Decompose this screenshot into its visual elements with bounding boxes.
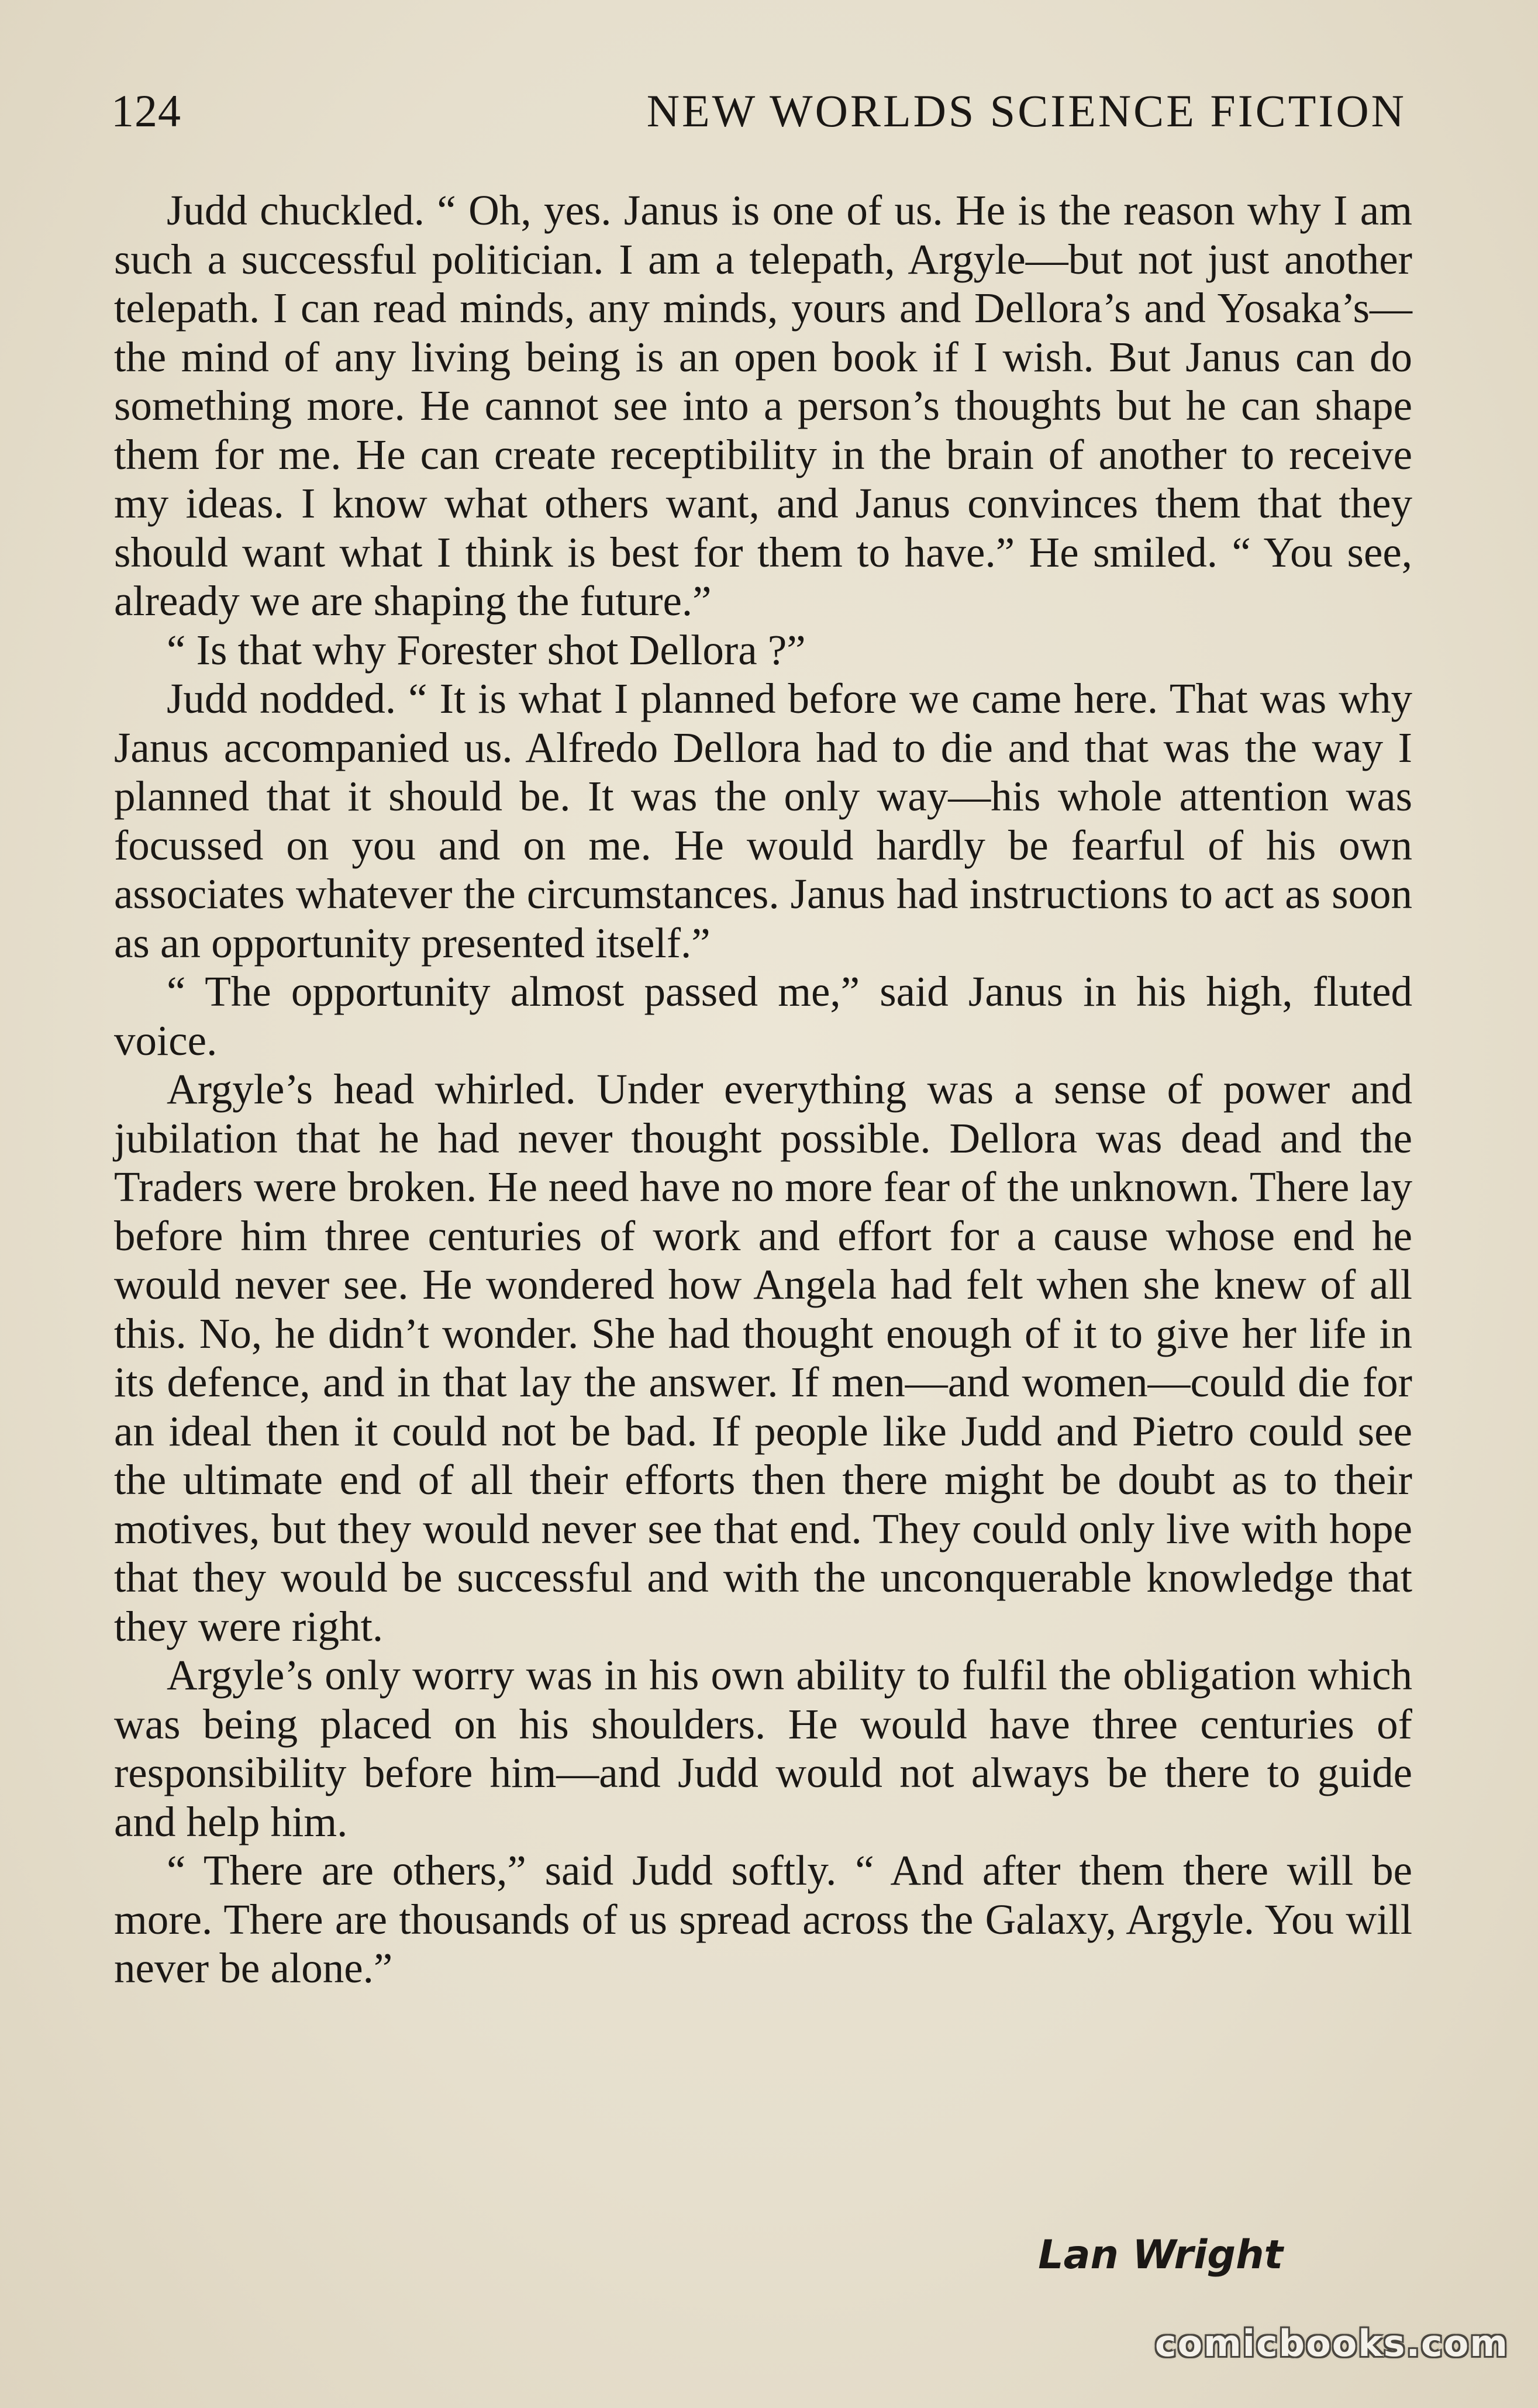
paragraph: “ Is that why Forester shot Dellora ?”: [167, 626, 806, 674]
paragraph: “ The opportunity almost passed me,” said Janus in his high, fluted voice.: [114, 968, 1412, 1064]
author-byline: Lan Wright: [1038, 2232, 1283, 2278]
page-header: [111, 82, 1406, 152]
paragraph: “ There are others,” said Judd softly. “ And after them there will be more. There are thousands of us spread across the Galaxy, Argyle. You will never be alone.”: [114, 1847, 1412, 1992]
paragraph: Judd nodded. “ It is what I planned before we came here. That was why Janus accompanied us. Alfredo Dellora had to die and that was the way I planned that it should be. It was the only way—his whole attention was focussed on you and on me. He would hardly be fearful of his own associates whatever the circumstances. Janus had instructions to act as soon as an opportunity presented itself.”: [114, 675, 1412, 967]
paragraph: Argyle’s head whirled. Under everything was a sense of power and jubilation that he had never thought possible. Dellora was dead and the Traders were broken. He need have no more fear of the unknown. There lay before him three centuries of work and effort for a cause whose end he would never see. He wondered how Angela had felt when she knew of all this. No, he didn’t wonder. She had thought enough of it to give her life in its defence, and in that lay the answer. If men—and women—could die for an ideal then it could not be bad. If people like Judd and Pietro could see the ultimate end of all their efforts then there might be doubt as to their motives, but they would never see that end. They could only live with hope that they would be successful and with the unconquerable knowledge that they were right.: [114, 1065, 1412, 1650]
paragraph: Argyle’s only worry was in his own ability to fulfil the obligation which was being placed on his shoulders. He would have three centuries of responsibility before him—and Judd would not always be there to guide and help him.: [114, 1651, 1412, 1845]
paragraph: Judd chuckled. “ Oh, yes. Janus is one of us. He is the reason why I am such a successful politician. I am a telepath, Argyle—but not just another telepath. I can read minds, any minds, yours and Dellora’s and Yosaka’s—the mind of any living being is an open book if I wish. But Janus can do something more. He cannot see into a person’s thoughts but he can shape them for me. He can create receptibility in the brain of another to receive my ideas. I know what others want, and Janus convinces them that they should want what I think is best for them to have.” He smiled. “ You see, already we are shaping the future.”: [114, 187, 1412, 625]
page-number: 124: [111, 85, 181, 136]
story-text: [114, 186, 1412, 1993]
running-title: NEW WORLDS SCIENCE FICTION: [646, 85, 1406, 136]
site-watermark: comicbooks.com: [1154, 2322, 1509, 2365]
